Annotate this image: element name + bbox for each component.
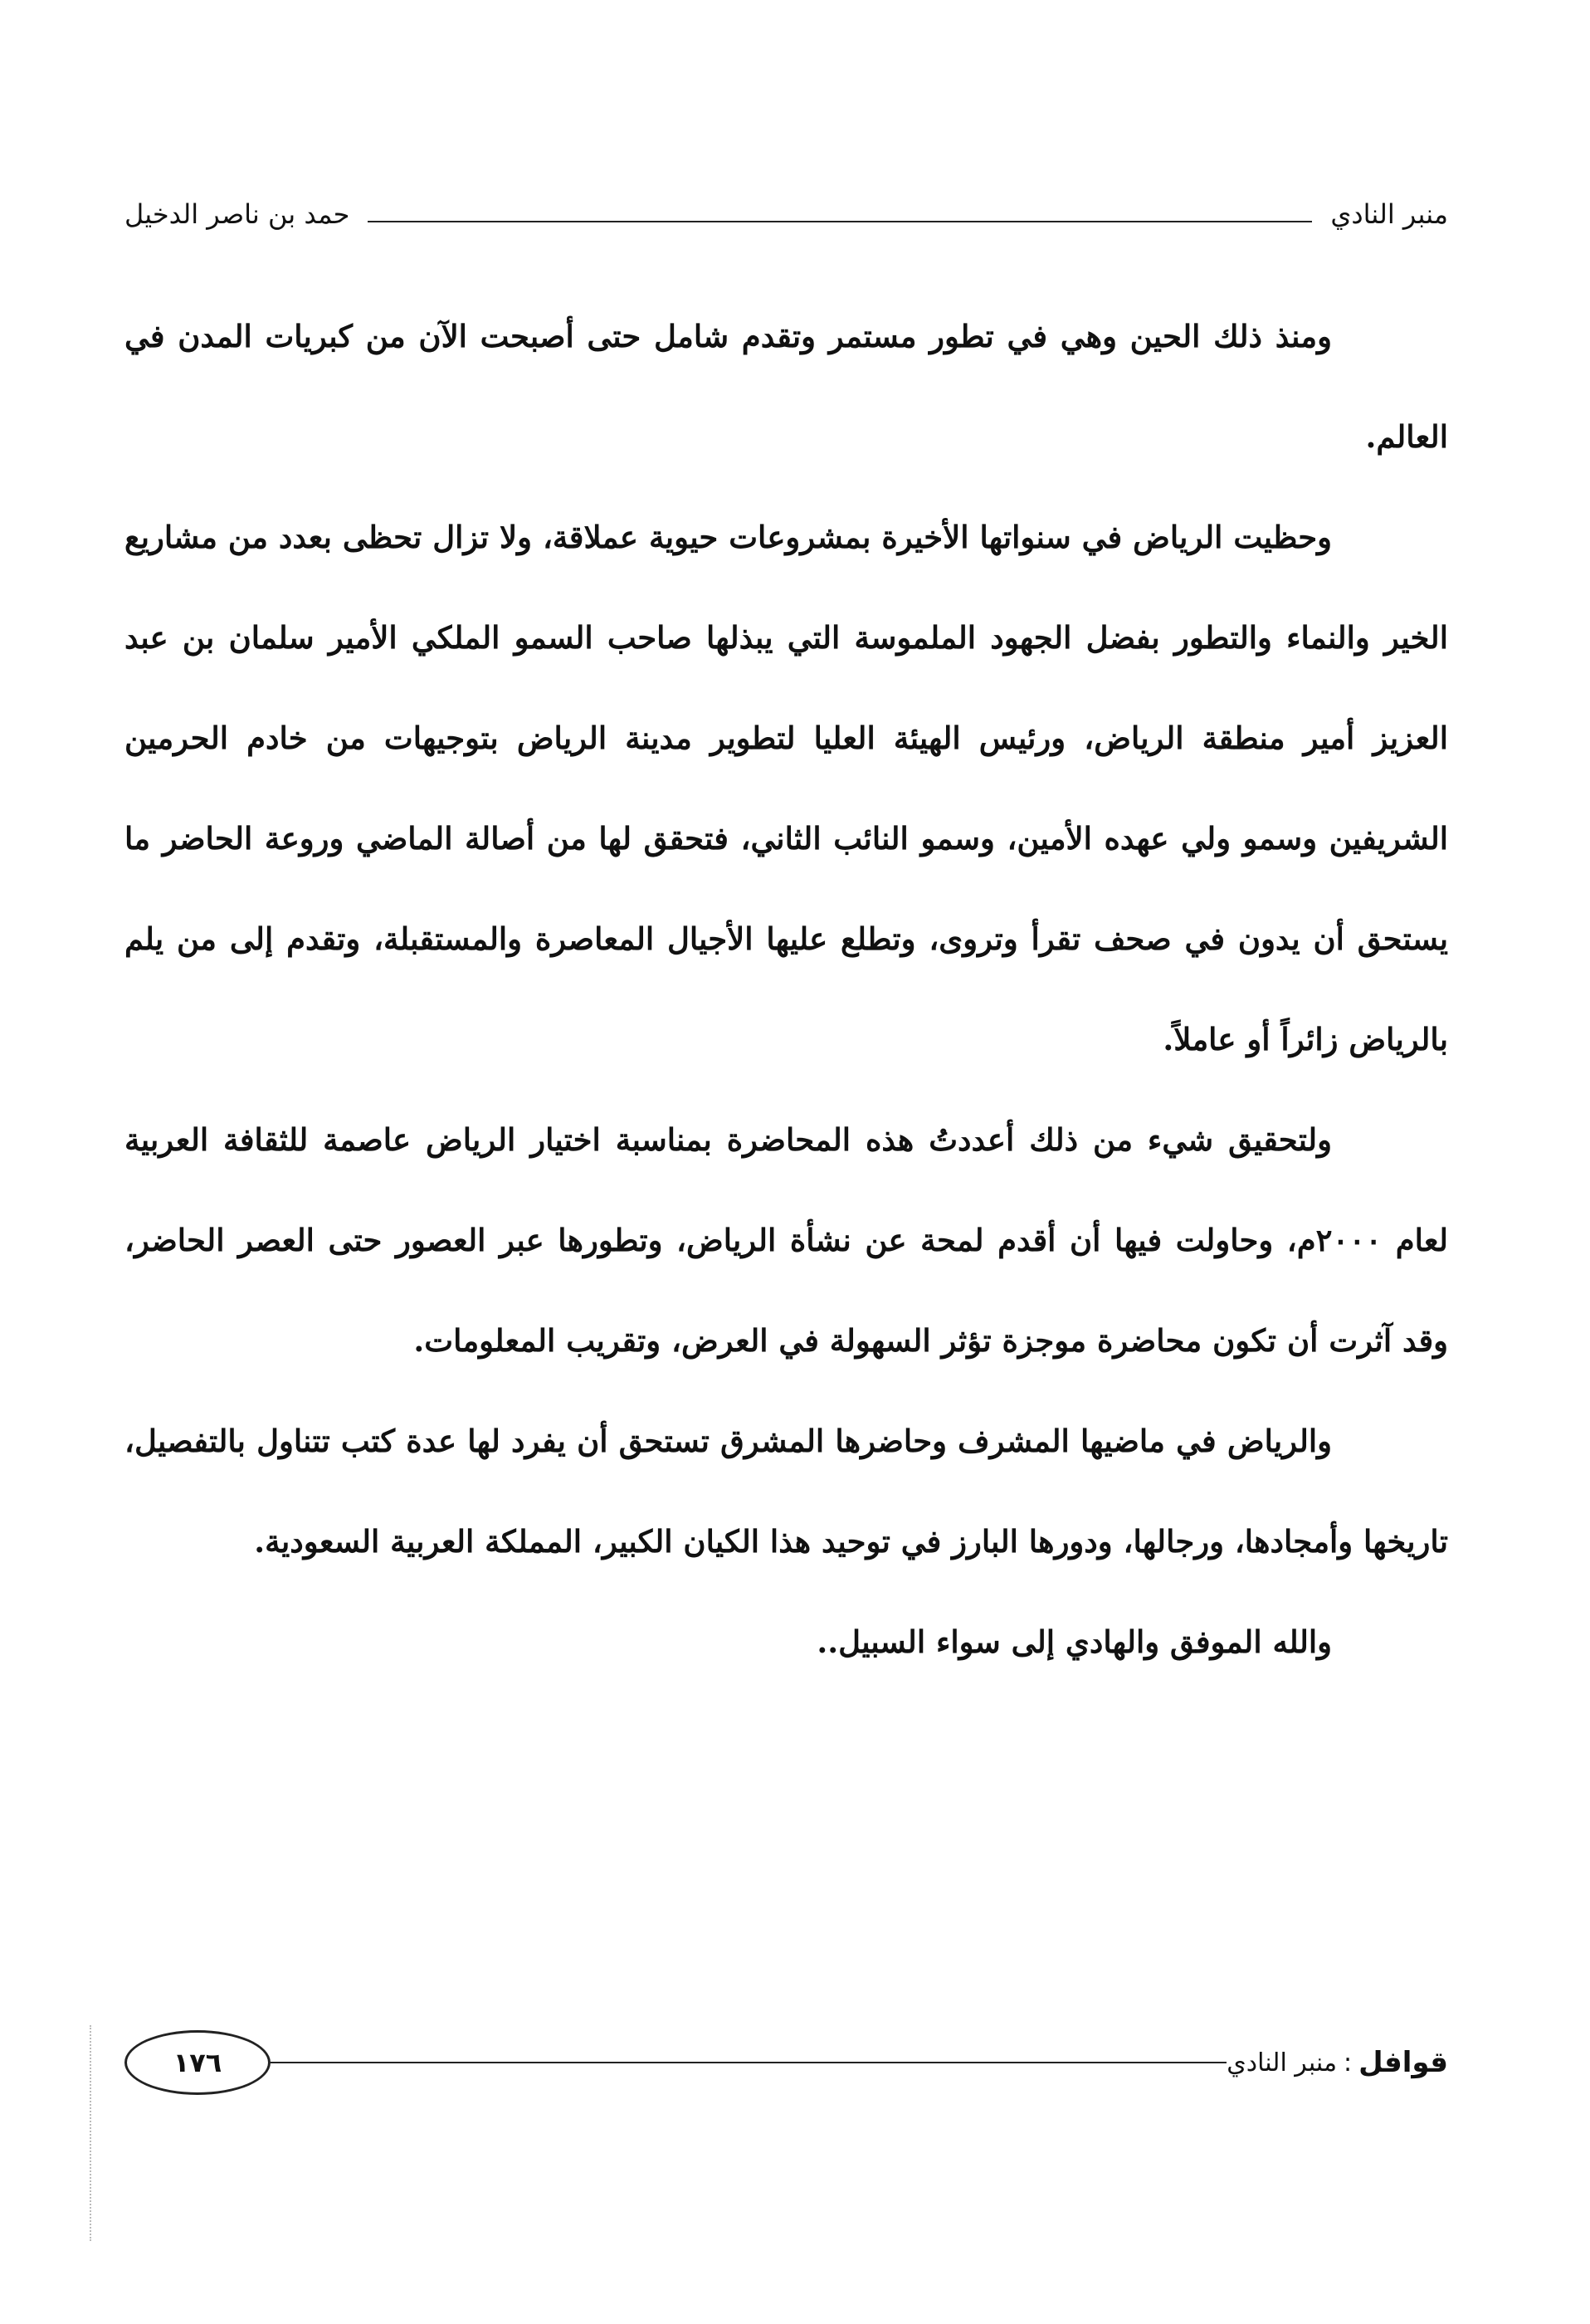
header-author: حمد بن ناصر الدخيل: [124, 198, 350, 230]
footer-rule: [271, 2062, 1227, 2063]
paragraph-4: والرياض في ماضيها المشرف وحاضرها المشرق تستحق أن يفرد لها عدة كتب تتناول بالتفصيل، تاريخها وأمجادها، ورجالها، ودورها البارز في توحيد هذا الكيان الكبير، المملكة العربية السعودية.: [124, 1423, 1448, 1560]
paragraph-2: وحظيت الرياض في سنواتها الأخيرة بمشروعات حيوية عملاقة، ولا تزال تحظى بعدد من مشاريع الخير والنماء والتطور بفضل الجهود الملموسة التي يبذلها صاحب السمو الملكي الأمير سلمان بن عبد العزيز أمير منطقة الرياض، ورئيس الهيئة العليا لتطوير مدينة الرياض بتوجيهات من خادم الحرمين الشريفين وسمو ولي عهده الأمين، وسمو النائب الثاني، فتحقق لها من أصالة الماضي وروعة الحاضر ما يستحق أن يدون في صحف تقرأ وتروى، وتطلع عليها الأجيال المعاصرة والمستقبلة، وتقدم إلى من يلم بالرياض زائراً أو عاملاً.: [124, 519, 1448, 1057]
paragraph-5: والله الموفق والهادي إلى سواء السبيل..: [817, 1623, 1332, 1660]
footer-colon: :: [1344, 2048, 1353, 2077]
page-number: ١٧٦: [124, 2030, 271, 2095]
header-rule: [368, 221, 1312, 222]
page-footer: [124, 2025, 1448, 2100]
running-header: [124, 181, 1448, 231]
paragraph-3: ولتحقيق شيء من ذلك أعددتُ هذه المحاضرة بمناسبة اختيار الرياض عاصمة للثقافة العربية لعام ٢٠٠٠م، وحاولت فيها أن أقدم لمحة عن نشأة الرياض، وتطورها عبر العصور حتى العصر الحاضر، وقد آثرت أن تكون محاضرة موجزة تؤثر السهولة في العرض، وتقريب المعلومات.: [124, 1121, 1448, 1359]
margin-binding-mark: [90, 2025, 93, 2241]
header-section-title: منبر النادي: [1330, 198, 1448, 230]
paragraph-1: ومنذ ذلك الحين وهي في تطور مستمر وتقدم شامل حتى أصبحت الآن من كبريات المدن في العالم.: [124, 318, 1448, 455]
footer-title: منبر النادي: [1227, 2048, 1338, 2077]
footer-series-name: قوافل: [1358, 2046, 1448, 2079]
body-text: [124, 286, 1448, 1692]
